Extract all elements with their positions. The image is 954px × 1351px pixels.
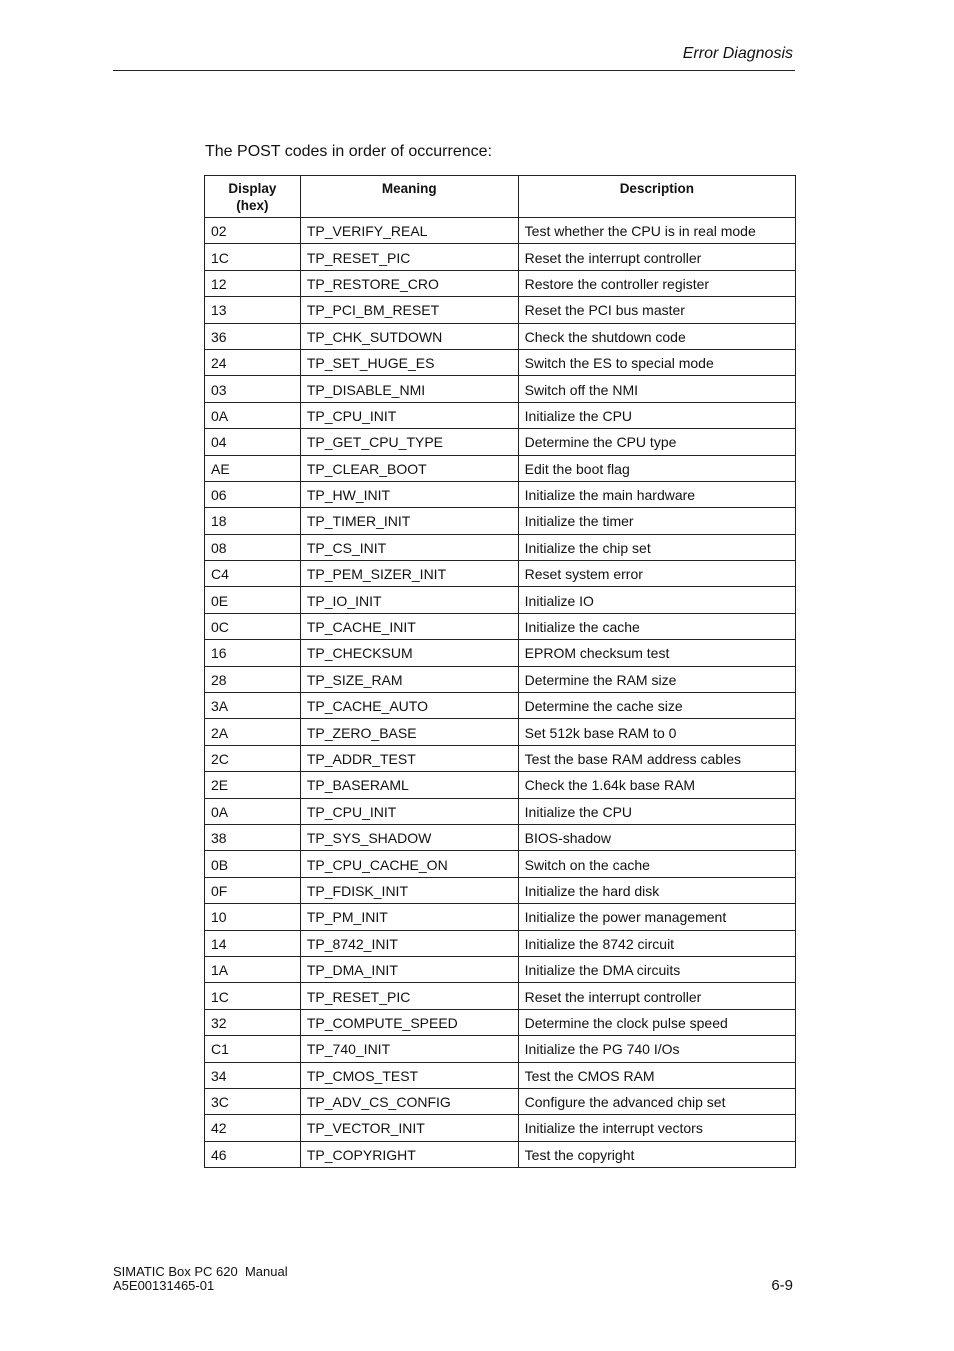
cell-display-hex: 02: [205, 218, 301, 244]
table-row: [205, 877, 796, 903]
cell-description: Reset system error: [518, 561, 795, 587]
cell-display-hex: 38: [205, 824, 301, 850]
cell-description: Initialize the chip set: [518, 534, 795, 560]
cell-display-hex: 2E: [205, 772, 301, 798]
footer-page-number: 6-9: [771, 1277, 793, 1294]
cell-meaning: TP_740_INIT: [300, 1036, 518, 1062]
cell-meaning: TP_CPU_CACHE_ON: [300, 851, 518, 877]
post-codes-table: [204, 175, 796, 1168]
cell-description: Restore the controller register: [518, 270, 795, 296]
cell-description: EPROM checksum test: [518, 640, 795, 666]
cell-meaning: TP_CLEAR_BOOT: [300, 455, 518, 481]
cell-description: Initialize the PG 740 I/Os: [518, 1036, 795, 1062]
cell-description: Test the copyright: [518, 1141, 795, 1167]
cell-meaning: TP_CS_INIT: [300, 534, 518, 560]
cell-description: Configure the advanced chip set: [518, 1088, 795, 1114]
cell-meaning: TP_SYS_SHADOW: [300, 824, 518, 850]
cell-display-hex: 0B: [205, 851, 301, 877]
cell-description: Initialize the CPU: [518, 402, 795, 428]
cell-display-hex: 0A: [205, 798, 301, 824]
cell-description: Initialize the CPU: [518, 798, 795, 824]
cell-display-hex: 18: [205, 508, 301, 534]
cell-description: Determine the RAM size: [518, 666, 795, 692]
cell-meaning: TP_BASERAML: [300, 772, 518, 798]
cell-display-hex: 1C: [205, 244, 301, 270]
table-row: [205, 745, 796, 771]
cell-meaning: TP_PM_INIT: [300, 904, 518, 930]
cell-description: Test whether the CPU is in real mode: [518, 218, 795, 244]
cell-description: Check the 1.64k base RAM: [518, 772, 795, 798]
cell-meaning: TP_RESET_PIC: [300, 244, 518, 270]
cell-description: BIOS-shadow: [518, 824, 795, 850]
cell-description: Initialize the interrupt vectors: [518, 1115, 795, 1141]
cell-description: Initialize the timer: [518, 508, 795, 534]
cell-meaning: TP_ZERO_BASE: [300, 719, 518, 745]
cell-meaning: TP_CACHE_AUTO: [300, 693, 518, 719]
cell-display-hex: 28: [205, 666, 301, 692]
column-header-description: Description: [518, 176, 795, 218]
table-row: [205, 297, 796, 323]
cell-description: Switch on the cache: [518, 851, 795, 877]
cell-meaning: TP_VECTOR_INIT: [300, 1115, 518, 1141]
cell-meaning: TP_CMOS_TEST: [300, 1062, 518, 1088]
cell-display-hex: 12: [205, 270, 301, 296]
cell-meaning: TP_CACHE_INIT: [300, 613, 518, 639]
cell-meaning: TP_CPU_INIT: [300, 798, 518, 824]
table-row: [205, 561, 796, 587]
cell-display-hex: 2A: [205, 719, 301, 745]
column-header-display: [205, 176, 301, 218]
cell-description: Edit the boot flag: [518, 455, 795, 481]
cell-display-hex: 0E: [205, 587, 301, 613]
cell-description: Initialize IO: [518, 587, 795, 613]
cell-display-hex: 1A: [205, 956, 301, 982]
cell-meaning: TP_PCI_BM_RESET: [300, 297, 518, 323]
cell-display-hex: 10: [205, 904, 301, 930]
cell-display-hex: 06: [205, 481, 301, 507]
table-row: [205, 798, 796, 824]
cell-display-hex: 16: [205, 640, 301, 666]
intro-text: The POST codes in order of occurrence:: [205, 143, 492, 160]
cell-display-hex: 3C: [205, 1088, 301, 1114]
cell-description: Determine the cache size: [518, 693, 795, 719]
table-row: [205, 693, 796, 719]
table-row: [205, 429, 796, 455]
cell-display-hex: 0A: [205, 402, 301, 428]
table-row: [205, 270, 796, 296]
footer-order-number: A5E00131465-01: [113, 1278, 215, 1293]
cell-description: Initialize the hard disk: [518, 877, 795, 903]
cell-description: Switch off the NMI: [518, 376, 795, 402]
cell-description: Set 512k base RAM to 0: [518, 719, 795, 745]
table-row: [205, 719, 796, 745]
cell-meaning: TP_SET_HUGE_ES: [300, 349, 518, 375]
cell-display-hex: 1C: [205, 983, 301, 1009]
table-row: [205, 1115, 796, 1141]
cell-meaning: TP_GET_CPU_TYPE: [300, 429, 518, 455]
cell-meaning: TP_CPU_INIT: [300, 402, 518, 428]
table-row: [205, 1036, 796, 1062]
table-row: [205, 244, 796, 270]
table-row: [205, 587, 796, 613]
cell-meaning: TP_DISABLE_NMI: [300, 376, 518, 402]
cell-description: Initialize the main hardware: [518, 481, 795, 507]
cell-meaning: TP_ADV_CS_CONFIG: [300, 1088, 518, 1114]
cell-meaning: TP_PEM_SIZER_INIT: [300, 561, 518, 587]
footer-manual-title: SIMATIC Box PC 620 Manual: [113, 1264, 288, 1279]
table-row: [205, 323, 796, 349]
table-row: [205, 640, 796, 666]
table-row: [205, 613, 796, 639]
cell-display-hex: 14: [205, 930, 301, 956]
table-row: [205, 904, 796, 930]
cell-description: Initialize the 8742 circuit: [518, 930, 795, 956]
cell-display-hex: 46: [205, 1141, 301, 1167]
table-row: [205, 956, 796, 982]
table-row: [205, 930, 796, 956]
page-header-title: Error Diagnosis: [682, 45, 793, 62]
table-row: [205, 983, 796, 1009]
cell-display-hex: 24: [205, 349, 301, 375]
cell-display-hex: 03: [205, 376, 301, 402]
cell-meaning: TP_IO_INIT: [300, 587, 518, 613]
header-divider: [113, 70, 795, 71]
cell-display-hex: 34: [205, 1062, 301, 1088]
cell-description: Reset the interrupt controller: [518, 244, 795, 270]
cell-display-hex: 42: [205, 1115, 301, 1141]
cell-description: Reset the PCI bus master: [518, 297, 795, 323]
cell-meaning: TP_CHK_SUTDOWN: [300, 323, 518, 349]
table-row: [205, 534, 796, 560]
cell-description: Switch the ES to special mode: [518, 349, 795, 375]
cell-meaning: TP_8742_INIT: [300, 930, 518, 956]
cell-display-hex: 0C: [205, 613, 301, 639]
cell-meaning: TP_COMPUTE_SPEED: [300, 1009, 518, 1035]
cell-description: Determine the clock pulse speed: [518, 1009, 795, 1035]
table-row: [205, 455, 796, 481]
cell-meaning: TP_VERIFY_REAL: [300, 218, 518, 244]
cell-description: Determine the CPU type: [518, 429, 795, 455]
column-header-display-line2: (hex): [236, 198, 269, 213]
table-row: [205, 1009, 796, 1035]
footer-document-info: [113, 1265, 288, 1293]
cell-display-hex: 32: [205, 1009, 301, 1035]
cell-display-hex: 0F: [205, 877, 301, 903]
cell-meaning: TP_CHECKSUM: [300, 640, 518, 666]
cell-display-hex: 2C: [205, 745, 301, 771]
table-row: [205, 218, 796, 244]
cell-display-hex: AE: [205, 455, 301, 481]
cell-description: Initialize the power management: [518, 904, 795, 930]
table-row: [205, 772, 796, 798]
column-header-display-line1: Display: [228, 181, 277, 196]
table-row: [205, 508, 796, 534]
cell-description: Initialize the DMA circuits: [518, 956, 795, 982]
cell-display-hex: C1: [205, 1036, 301, 1062]
column-header-meaning: Meaning: [300, 176, 518, 218]
cell-description: Initialize the cache: [518, 613, 795, 639]
table-row: [205, 824, 796, 850]
table-row: [205, 1062, 796, 1088]
cell-display-hex: 08: [205, 534, 301, 560]
cell-description: Test the base RAM address cables: [518, 745, 795, 771]
table-row: [205, 851, 796, 877]
table-body: [205, 218, 796, 1168]
table-row: [205, 666, 796, 692]
cell-meaning: TP_RESTORE_CRO: [300, 270, 518, 296]
table-header-row: [205, 176, 796, 218]
table-row: [205, 402, 796, 428]
cell-description: Test the CMOS RAM: [518, 1062, 795, 1088]
cell-meaning: TP_COPYRIGHT: [300, 1141, 518, 1167]
cell-display-hex: 36: [205, 323, 301, 349]
cell-meaning: TP_HW_INIT: [300, 481, 518, 507]
table-row: [205, 349, 796, 375]
table-row: [205, 376, 796, 402]
cell-meaning: TP_DMA_INIT: [300, 956, 518, 982]
cell-display-hex: 04: [205, 429, 301, 455]
cell-meaning: TP_ADDR_TEST: [300, 745, 518, 771]
cell-meaning: TP_RESET_PIC: [300, 983, 518, 1009]
cell-meaning: TP_FDISK_INIT: [300, 877, 518, 903]
cell-display-hex: C4: [205, 561, 301, 587]
table-row: [205, 1088, 796, 1114]
cell-description: Check the shutdown code: [518, 323, 795, 349]
cell-meaning: TP_TIMER_INIT: [300, 508, 518, 534]
table-row: [205, 481, 796, 507]
cell-display-hex: 3A: [205, 693, 301, 719]
cell-display-hex: 13: [205, 297, 301, 323]
table-row: [205, 1141, 796, 1167]
cell-meaning: TP_SIZE_RAM: [300, 666, 518, 692]
cell-description: Reset the interrupt controller: [518, 983, 795, 1009]
